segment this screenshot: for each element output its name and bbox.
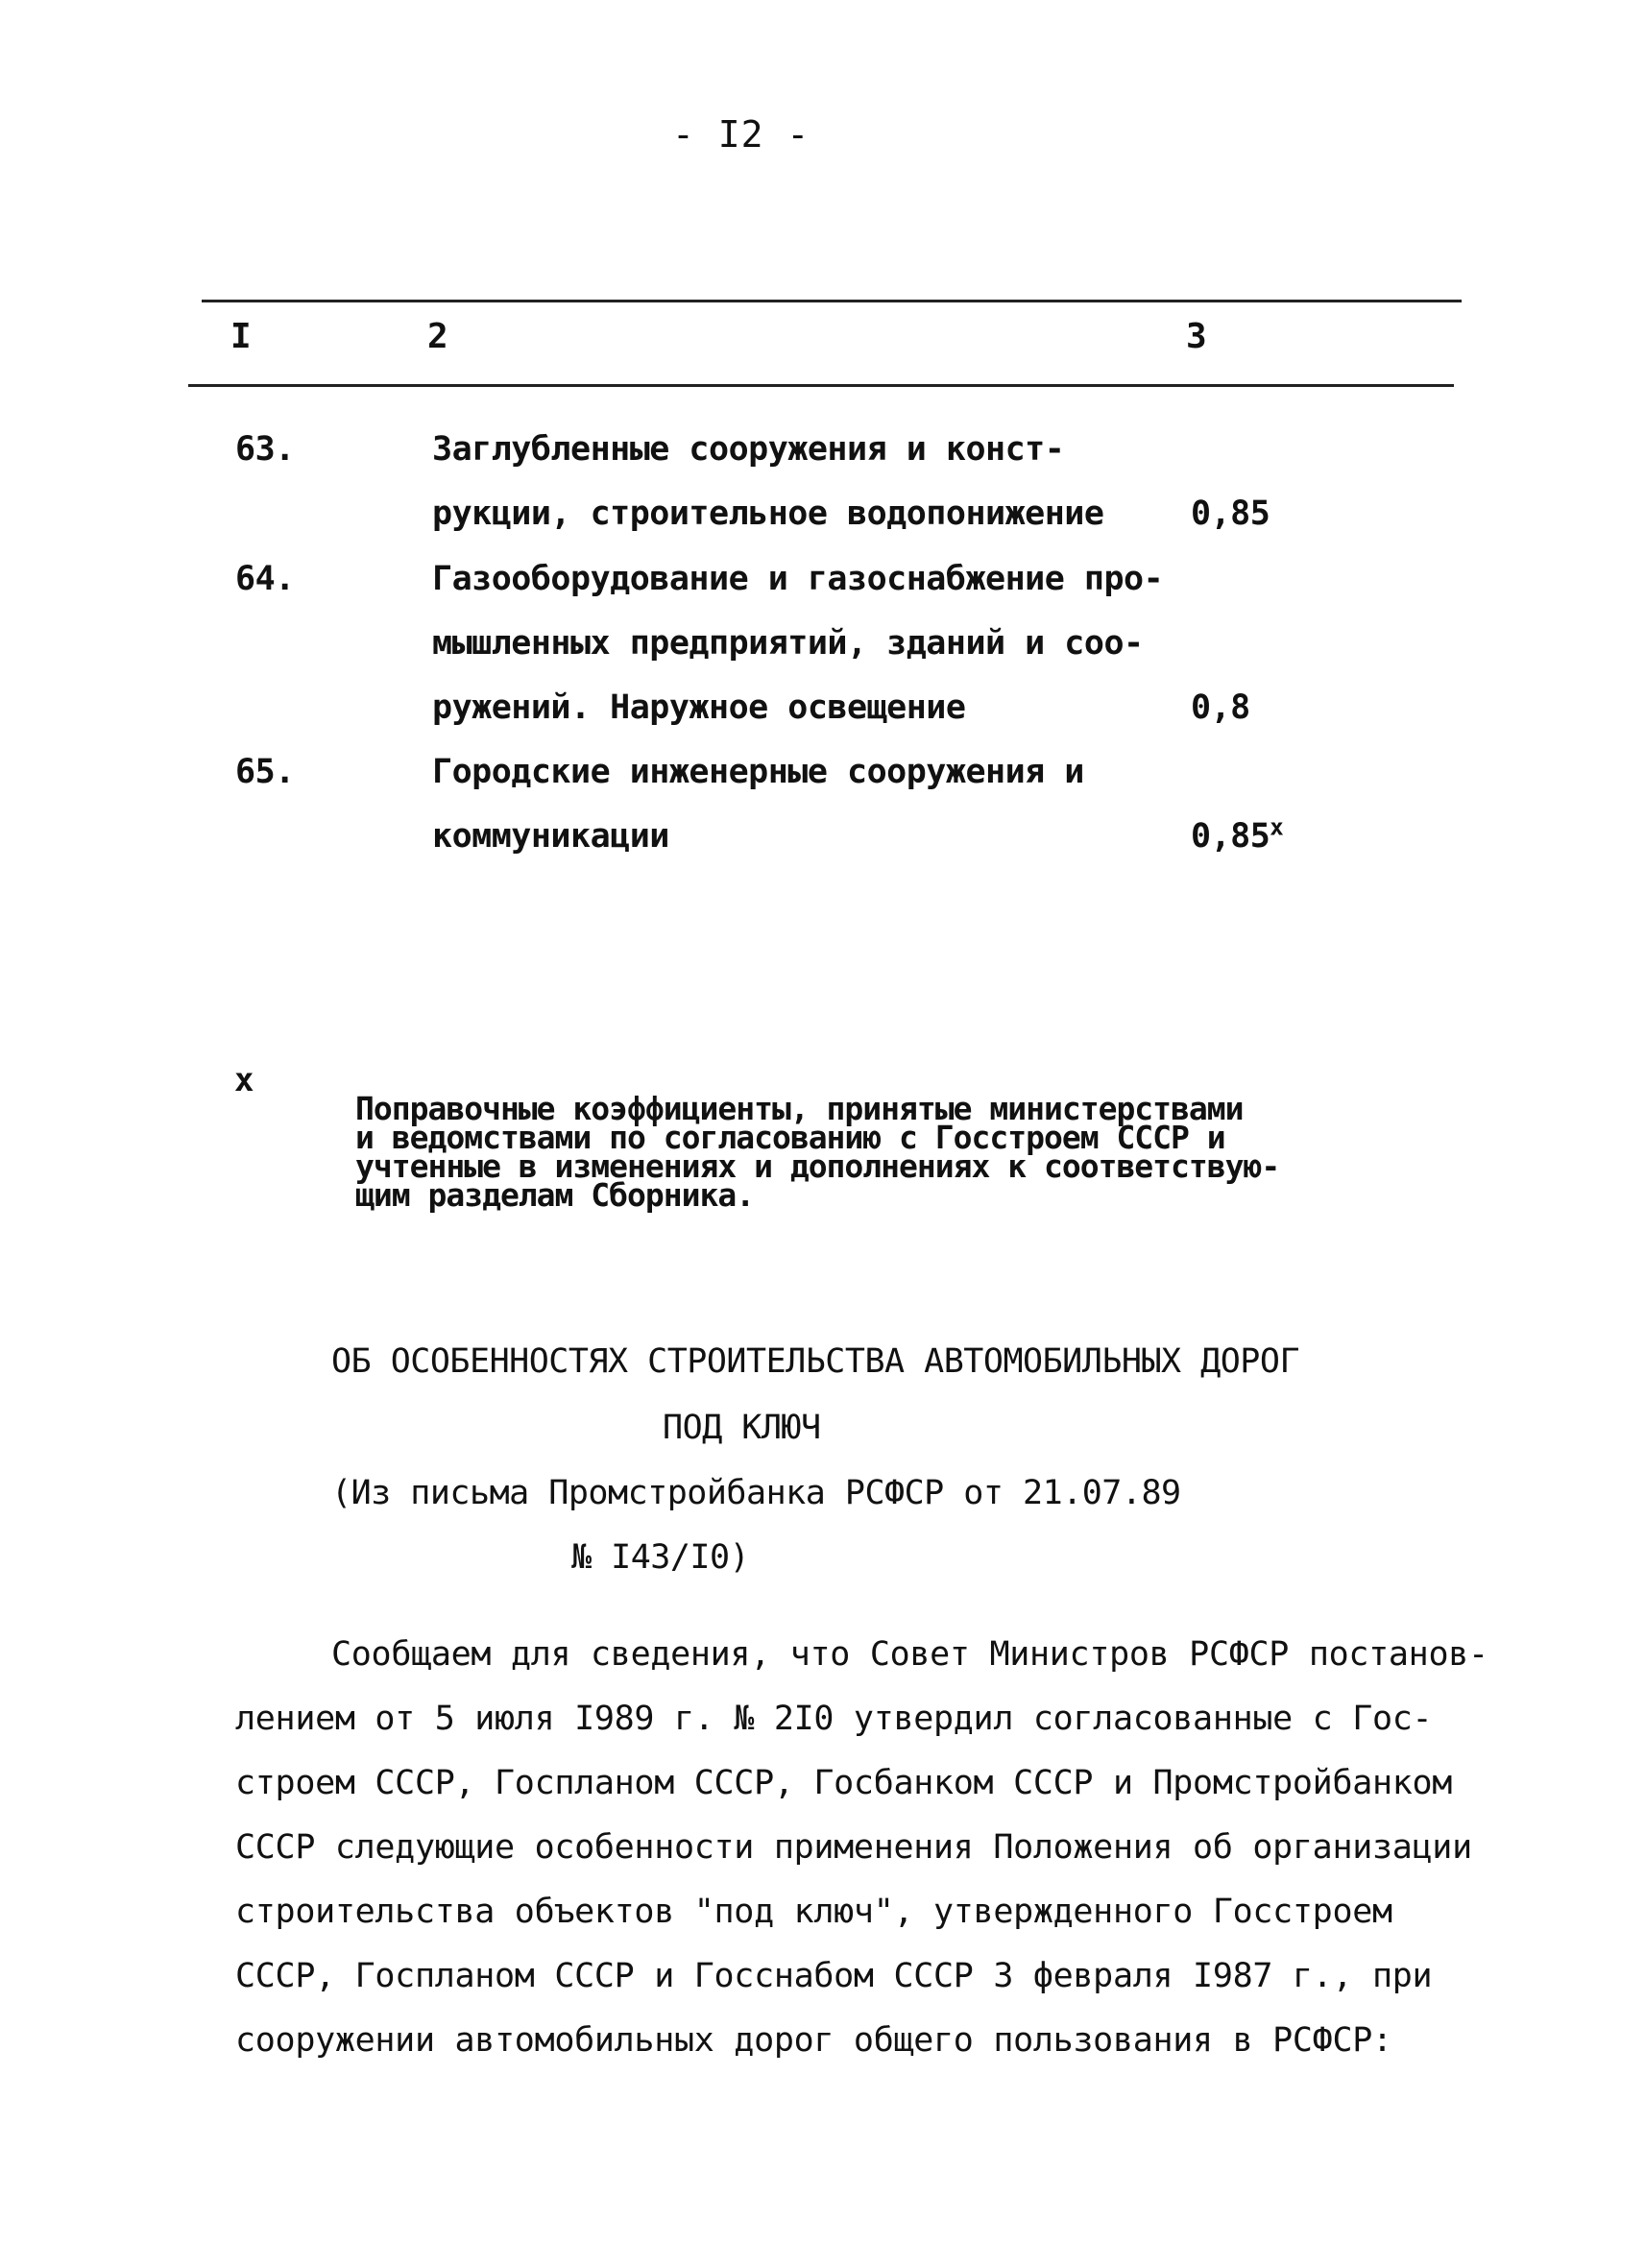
body-line: лением от 5 июля I989 г. № 2I0 утвердил согласованные с Гос- xyxy=(235,1700,1433,1738)
heading-title-cont: ПОД КЛЮЧ xyxy=(663,1409,821,1447)
row-value xyxy=(1191,813,1284,856)
body-line: сооружении автомобильных дорог общего пользования в РСФСР: xyxy=(235,2021,1392,2060)
row-text-line: ружений. Наружное освещение xyxy=(432,688,966,727)
footnote-line: Поправочные коэффициенты, принятые министерствами xyxy=(355,1090,1244,1127)
row-number: 64. xyxy=(235,560,295,598)
row-value: 0,8 xyxy=(1191,688,1250,727)
table-top-rule xyxy=(202,300,1462,302)
table-header-rule xyxy=(188,384,1454,387)
row-value-number: 0,85 xyxy=(1191,817,1270,856)
heading-source: (Из письма Промстройбанка РСФСР от 21.07.89 xyxy=(331,1474,1181,1512)
table-header-col-3: 3 xyxy=(1186,317,1207,356)
footnote-line: и ведомствами по согласованию с Госстроем СССР и xyxy=(355,1119,1225,1156)
heading-source-number: № I43/I0) xyxy=(571,1538,750,1577)
row-text-line: рукции, строительное водопонижение xyxy=(432,495,1104,533)
row-text-line: Городские инженерные сооружения и xyxy=(432,753,1084,791)
body-line: СССР следующие особенности применения Положения об организации xyxy=(235,1828,1472,1867)
body-line: строем СССР, Госпланом СССР, Госбанком СССР и Промстройбанком xyxy=(235,1764,1453,1802)
body-line: СССР, Госпланом СССР и Госснабом СССР 3 февраля I987 г., при xyxy=(235,1957,1433,1995)
footnote-line: щим разделам Сборника. xyxy=(355,1176,755,1214)
table-header-col-1: I xyxy=(230,317,252,356)
row-text-line: Газооборудование и газоснабжение про- xyxy=(432,560,1164,598)
body-line: строительства объектов "под ключ", утвержденного Госстроем xyxy=(235,1893,1392,1931)
row-text-line: мышленных предприятий, зданий и соо- xyxy=(432,624,1144,663)
footnote-mark: x xyxy=(234,1061,254,1099)
footnote-reference: x xyxy=(1270,813,1284,841)
footnote-line: учтенные в изменениях и дополнениях к соответствую- xyxy=(355,1147,1280,1185)
row-text-line: коммуникации xyxy=(432,817,669,856)
row-value: 0,85 xyxy=(1191,495,1270,533)
page-number: - I2 - xyxy=(672,113,810,156)
row-number: 65. xyxy=(235,753,295,791)
table-header-col-2: 2 xyxy=(427,317,448,356)
heading-title: ОБ ОСОБЕННОСТЯХ СТРОИТЕЛЬСТВА АВТОМОБИЛЬНЫХ ДОРОГ xyxy=(331,1342,1300,1381)
row-number: 63. xyxy=(235,430,295,469)
row-text-line: Заглубленные сооружения и конст- xyxy=(432,430,1065,469)
body-line: Сообщаем для сведения, что Совет Министров РСФСР постанов- xyxy=(331,1635,1488,1674)
